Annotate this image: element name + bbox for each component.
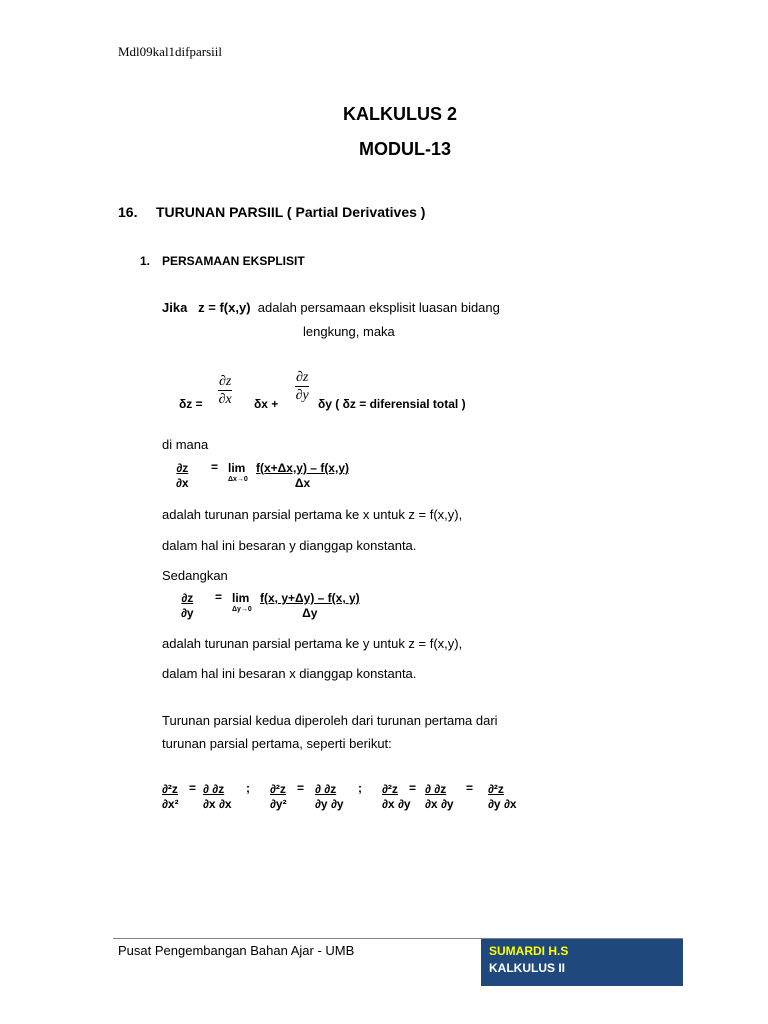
limit-subscript: Δy→0: [232, 606, 252, 613]
d-dx-dz-dy: $\frac{\partial \partial z}{\partial x \partial y}$: [425, 782, 454, 811]
partial-z-over-y: ∂z ∂y: [295, 370, 309, 403]
footer-institution: Pusat Pengembangan Bahan Ajar - UMB: [118, 943, 355, 958]
equals-sign: =: [211, 460, 219, 474]
subsection-number: 1.: [140, 254, 151, 268]
d-dx-dz-dx: $\frac{\partial \partial z}{\partial x \partial x}$: [203, 782, 232, 811]
second-order-intro-line2: turunan parsial pertama, seperti berikut:: [162, 736, 392, 751]
limit-subscript: Δx→0: [228, 476, 248, 483]
d2z-dy2: $\frac{\text{∂²z}}{\text{∂y²}}$: [270, 782, 287, 811]
total-differential-note: δy ( δz = diferensial total ): [318, 397, 466, 411]
delta-x-plus: δx +: [254, 397, 279, 411]
second-order-intro-line1: Turunan parsial kedua diperoleh dari turunan pertama dari: [162, 713, 498, 728]
dz-dy-fraction: $\frac{\partial z}{\partial y}$: [181, 591, 194, 620]
separator: ;: [358, 781, 362, 795]
footer-course: KALKULUS II: [489, 961, 565, 975]
document-code: Mdl09kal1difparsiil: [118, 44, 222, 59]
d2z-dydx: $\frac{\text{∂²z}}{\partial y \partial x}$: [488, 782, 517, 811]
page-title: KALKULUS 2: [343, 104, 458, 124]
d2z-dx2: $\frac{\text{∂²z}}{\text{∂x²}}$: [162, 782, 179, 811]
intro-text: adalah persamaan eksplisit luasan bidang: [257, 300, 500, 315]
footer-author-box: [481, 939, 683, 986]
limit-operator: lim: [232, 591, 250, 605]
description-y-line2: dalam hal ini besaran x dianggap konstanta.: [162, 666, 417, 681]
intro-paragraph: [162, 300, 500, 315]
difference-quotient-y: $\frac{f(x, y+\Delta y) - f(x, y)}{\Delta y}$: [260, 591, 360, 620]
limit-operator: lim: [228, 461, 246, 475]
section-title: TURUNAN PARSIIL ( Partial Derivatives ): [156, 204, 426, 220]
function-equation: z = f(x,y): [198, 300, 251, 315]
intro-continuation: lengkung, maka: [303, 324, 395, 339]
equals-sign: =: [409, 781, 417, 795]
d-dy-dz-dy: $\frac{\partial \partial z}{\partial y \partial y}$: [315, 782, 344, 811]
description-x-line1: adalah turunan parsial pertama ke x untuk z = f(x,y),: [162, 507, 463, 522]
di-mana-text: di mana: [162, 437, 209, 452]
equals-sign: =: [189, 781, 197, 795]
delta-z-label: δz =: [179, 397, 203, 411]
description-y-line1: adalah turunan parsial pertama ke y untuk z = f(x,y),: [162, 636, 463, 651]
d2z-dxdy: $\frac{\text{∂²z}}{\partial x \partial y}$: [382, 782, 411, 811]
subsection-title: PERSAMAAN EKSPLISIT: [162, 254, 305, 268]
dz-dx-fraction: $\frac{\partial z}{\partial x}$: [176, 461, 189, 490]
module-title: MODUL-13: [359, 139, 452, 159]
jika-word: Jika: [162, 300, 188, 315]
equals-sign: =: [466, 781, 474, 795]
equals-sign: =: [215, 590, 223, 604]
description-x-line2: dalam hal ini besaran y dianggap konstanta.: [162, 538, 417, 553]
sedangkan-text: Sedangkan: [162, 568, 228, 583]
partial-z-over-x: ∂z ∂x: [218, 374, 232, 407]
separator: ;: [246, 781, 250, 795]
footer-author: SUMARDI H.S: [489, 944, 569, 958]
section-number: 16.: [118, 204, 138, 220]
equals-sign: =: [297, 781, 305, 795]
difference-quotient-x: $\frac{f(x+\Delta x,y) - f(x,y)}{\Delta x}$: [256, 461, 349, 490]
